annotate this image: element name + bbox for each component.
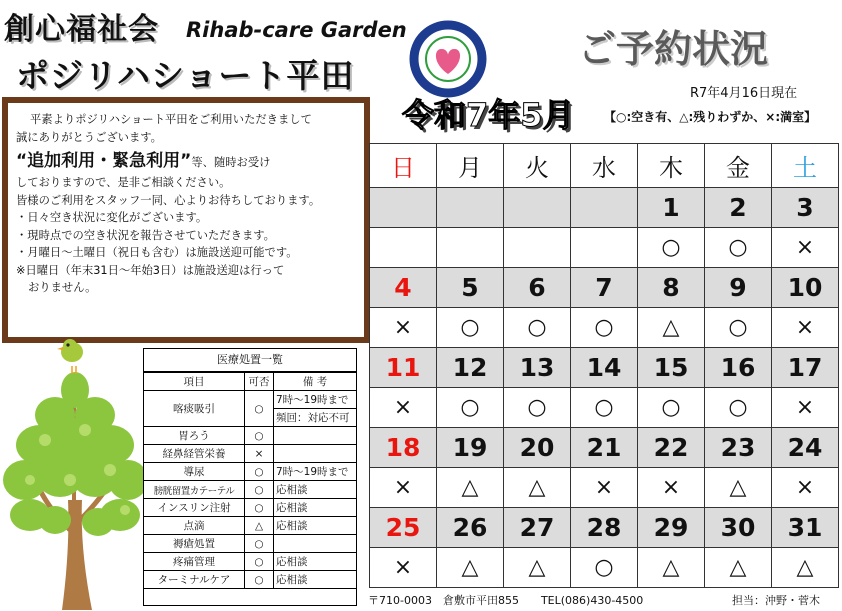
date-row [370,188,839,228]
footer-contact: 担当：沖野・菅木 [732,594,820,607]
status-cell: ○ [571,388,638,428]
date-cell: 5 [437,268,504,308]
date-cell: 12 [437,348,504,388]
date-cell: 14 [571,348,638,388]
logo [404,18,492,100]
month-label: 令和7年5月 [402,96,575,134]
procedure-note: 頻回：対応不可 [274,409,357,427]
table-row [144,553,356,571]
medical-table-header [144,373,356,391]
date-cell: 17 [772,348,839,388]
date-cell: 22 [638,428,705,468]
status-row [370,548,839,588]
procedure-availability: ○ [245,571,274,589]
procedure-item: 褥瘡処置 [144,535,245,553]
date-cell: 7 [571,268,638,308]
date-cell: 21 [571,428,638,468]
date-cell [571,188,638,228]
status-cell: × [571,468,638,508]
procedure-note: 応相談 [274,571,357,589]
table-row [144,427,356,445]
date-cell: 13 [504,348,571,388]
notice-line: ※日曜日（年末31日～年始3日）は施設送迎は行って [16,263,285,277]
page-title: ご予約状況 [578,27,769,71]
column-header: 備 考 [274,373,357,391]
notice-line: ・月曜日～土曜日（祝日も含む）は施設送迎可能です。 [16,246,298,259]
date-cell: 18 [370,428,437,468]
date-cell: 3 [772,188,839,228]
status-cell: △ [437,548,504,588]
weekday-thu: 木 [638,144,705,188]
procedure-availability: ○ [245,391,274,427]
tree-illustration [0,330,150,610]
procedure-note: 応相談 [274,481,357,499]
procedure-item: 経鼻経管栄養 [144,445,245,463]
reservation-calendar [369,143,839,588]
medical-procedures-table [143,348,357,606]
weekday-header-row [370,144,839,188]
medical-table-caption: 医療処置一覧 [144,349,356,372]
table-row [144,463,356,481]
procedure-availability: ○ [245,535,274,553]
date-cell: 11 [370,348,437,388]
notice-line: 等、随時お受け [191,156,271,169]
date-cell: 8 [638,268,705,308]
status-cell: × [638,468,705,508]
facility-name: ポジリハショート平田 [16,56,355,95]
status-cell: ○ [705,388,772,428]
status-cell: ○ [504,388,571,428]
date-cell: 29 [638,508,705,548]
table-row [144,445,356,463]
status-cell: △ [638,548,705,588]
column-header: 可否 [245,373,274,391]
org-name: 創心福祉会 [4,12,159,47]
procedure-note [274,427,357,445]
status-cell: △ [638,308,705,348]
procedure-availability: △ [245,517,274,535]
status-cell: ○ [437,388,504,428]
column-header: 項目 [144,373,245,391]
procedure-item: インスリン注射 [144,499,245,517]
procedure-note: 7時～19時まで [274,463,357,481]
status-cell: △ [437,468,504,508]
procedure-item: 膀胱留置カテーテル [144,481,245,499]
weekday-mon: 月 [437,144,504,188]
date-cell: 23 [705,428,772,468]
status-cell: △ [705,468,772,508]
weekday-tue: 火 [504,144,571,188]
status-cell: ○ [571,308,638,348]
status-cell [370,228,437,268]
status-cell [437,228,504,268]
status-cell: × [772,468,839,508]
procedure-note: 応相談 [274,517,357,535]
status-cell: △ [705,548,772,588]
date-cell: 26 [437,508,504,548]
procedure-availability: ○ [245,553,274,571]
date-row [370,508,839,548]
date-row [370,428,839,468]
date-cell: 16 [705,348,772,388]
notice-line: 誠にありがとうございます。 [16,130,162,144]
date-cell: 30 [705,508,772,548]
notice-board [2,97,370,343]
procedure-availability: ○ [245,481,274,499]
procedure-note: 応相談 [274,499,357,517]
notice-line: ・日々空き状況に変化がございます。 [16,211,208,224]
date-cell: 10 [772,268,839,308]
date-cell: 4 [370,268,437,308]
procedure-item: 喀痰吸引 [144,391,245,427]
status-cell: × [370,548,437,588]
date-cell: 19 [437,428,504,468]
procedure-item: 導尿 [144,463,245,481]
date-row [370,268,839,308]
notice-emphasis: “追加利用・緊急利用” [16,151,192,171]
procedure-availability: ○ [245,463,274,481]
table-row [144,481,356,499]
status-cell: × [772,388,839,428]
status-cell: ○ [571,548,638,588]
notice-line: 皆様のご利用をスタッフ一同、心よりお待ちしております。 [16,193,321,207]
status-cell: × [370,468,437,508]
date-cell: 6 [504,268,571,308]
date-cell [504,188,571,228]
status-cell: ○ [638,388,705,428]
date-cell: 27 [504,508,571,548]
status-cell: × [370,308,437,348]
weekday-sat: 土 [772,144,839,188]
status-cell: ○ [437,308,504,348]
status-row [370,388,839,428]
procedure-note [274,445,357,463]
status-cell: ○ [638,228,705,268]
procedure-item: ターミナルケア [144,571,245,589]
table-row [144,571,356,589]
status-cell: × [772,228,839,268]
status-cell [504,228,571,268]
date-cell: 2 [705,188,772,228]
status-cell: × [370,388,437,428]
weekday-sun: 日 [370,144,437,188]
status-row [370,228,839,268]
procedure-note: 応相談 [274,553,357,571]
org-subtitle: Rihab-care Garden [186,18,407,42]
procedure-item: 疼痛管理 [144,553,245,571]
date-row [370,348,839,388]
date-cell [370,188,437,228]
bird-icon [57,339,83,374]
status-row [370,308,839,348]
notice-line: おりません。 [28,281,97,294]
status-cell: △ [504,468,571,508]
status-cell: ○ [504,308,571,348]
status-cell: × [772,308,839,348]
date-cell [437,188,504,228]
notice-line: 平素よりポジリハショート平田をご利用いただきまして [30,113,312,126]
status-cell: ○ [705,308,772,348]
procedure-availability: × [245,445,274,463]
notice-line: しておりますので、是非ご相談ください。 [16,176,231,189]
date-cell: 1 [638,188,705,228]
status-cell: △ [772,548,839,588]
as-of-date: R7年4月16日現在 [690,86,798,101]
table-row [144,535,356,553]
notice-line: ・現時点での空き状況を報告させていただきます。 [16,228,275,242]
procedure-item: 胃ろう [144,427,245,445]
status-cell: ○ [705,228,772,268]
date-cell: 15 [638,348,705,388]
date-cell: 24 [772,428,839,468]
date-cell: 28 [571,508,638,548]
procedure-availability: ○ [245,499,274,517]
weekday-fri: 金 [705,144,772,188]
status-cell [571,228,638,268]
procedure-note [274,535,357,553]
status-cell: △ [504,548,571,588]
status-legend: 【○:空き有、△:残りわずか、×:満室】 [604,110,817,124]
table-row [144,517,356,535]
procedure-note: 7時～19時まで [274,391,357,409]
table-row [144,499,356,517]
date-cell: 9 [705,268,772,308]
procedure-item: 点滴 [144,517,245,535]
date-cell: 25 [370,508,437,548]
footer-address: 〒710-0003 倉敷市平田855 TEL(086)430-4500 [368,594,644,607]
procedure-availability: ○ [245,427,274,445]
status-row [370,468,839,508]
weekday-wed: 水 [571,144,638,188]
date-cell: 20 [504,428,571,468]
date-cell: 31 [772,508,839,548]
table-row [144,391,356,409]
